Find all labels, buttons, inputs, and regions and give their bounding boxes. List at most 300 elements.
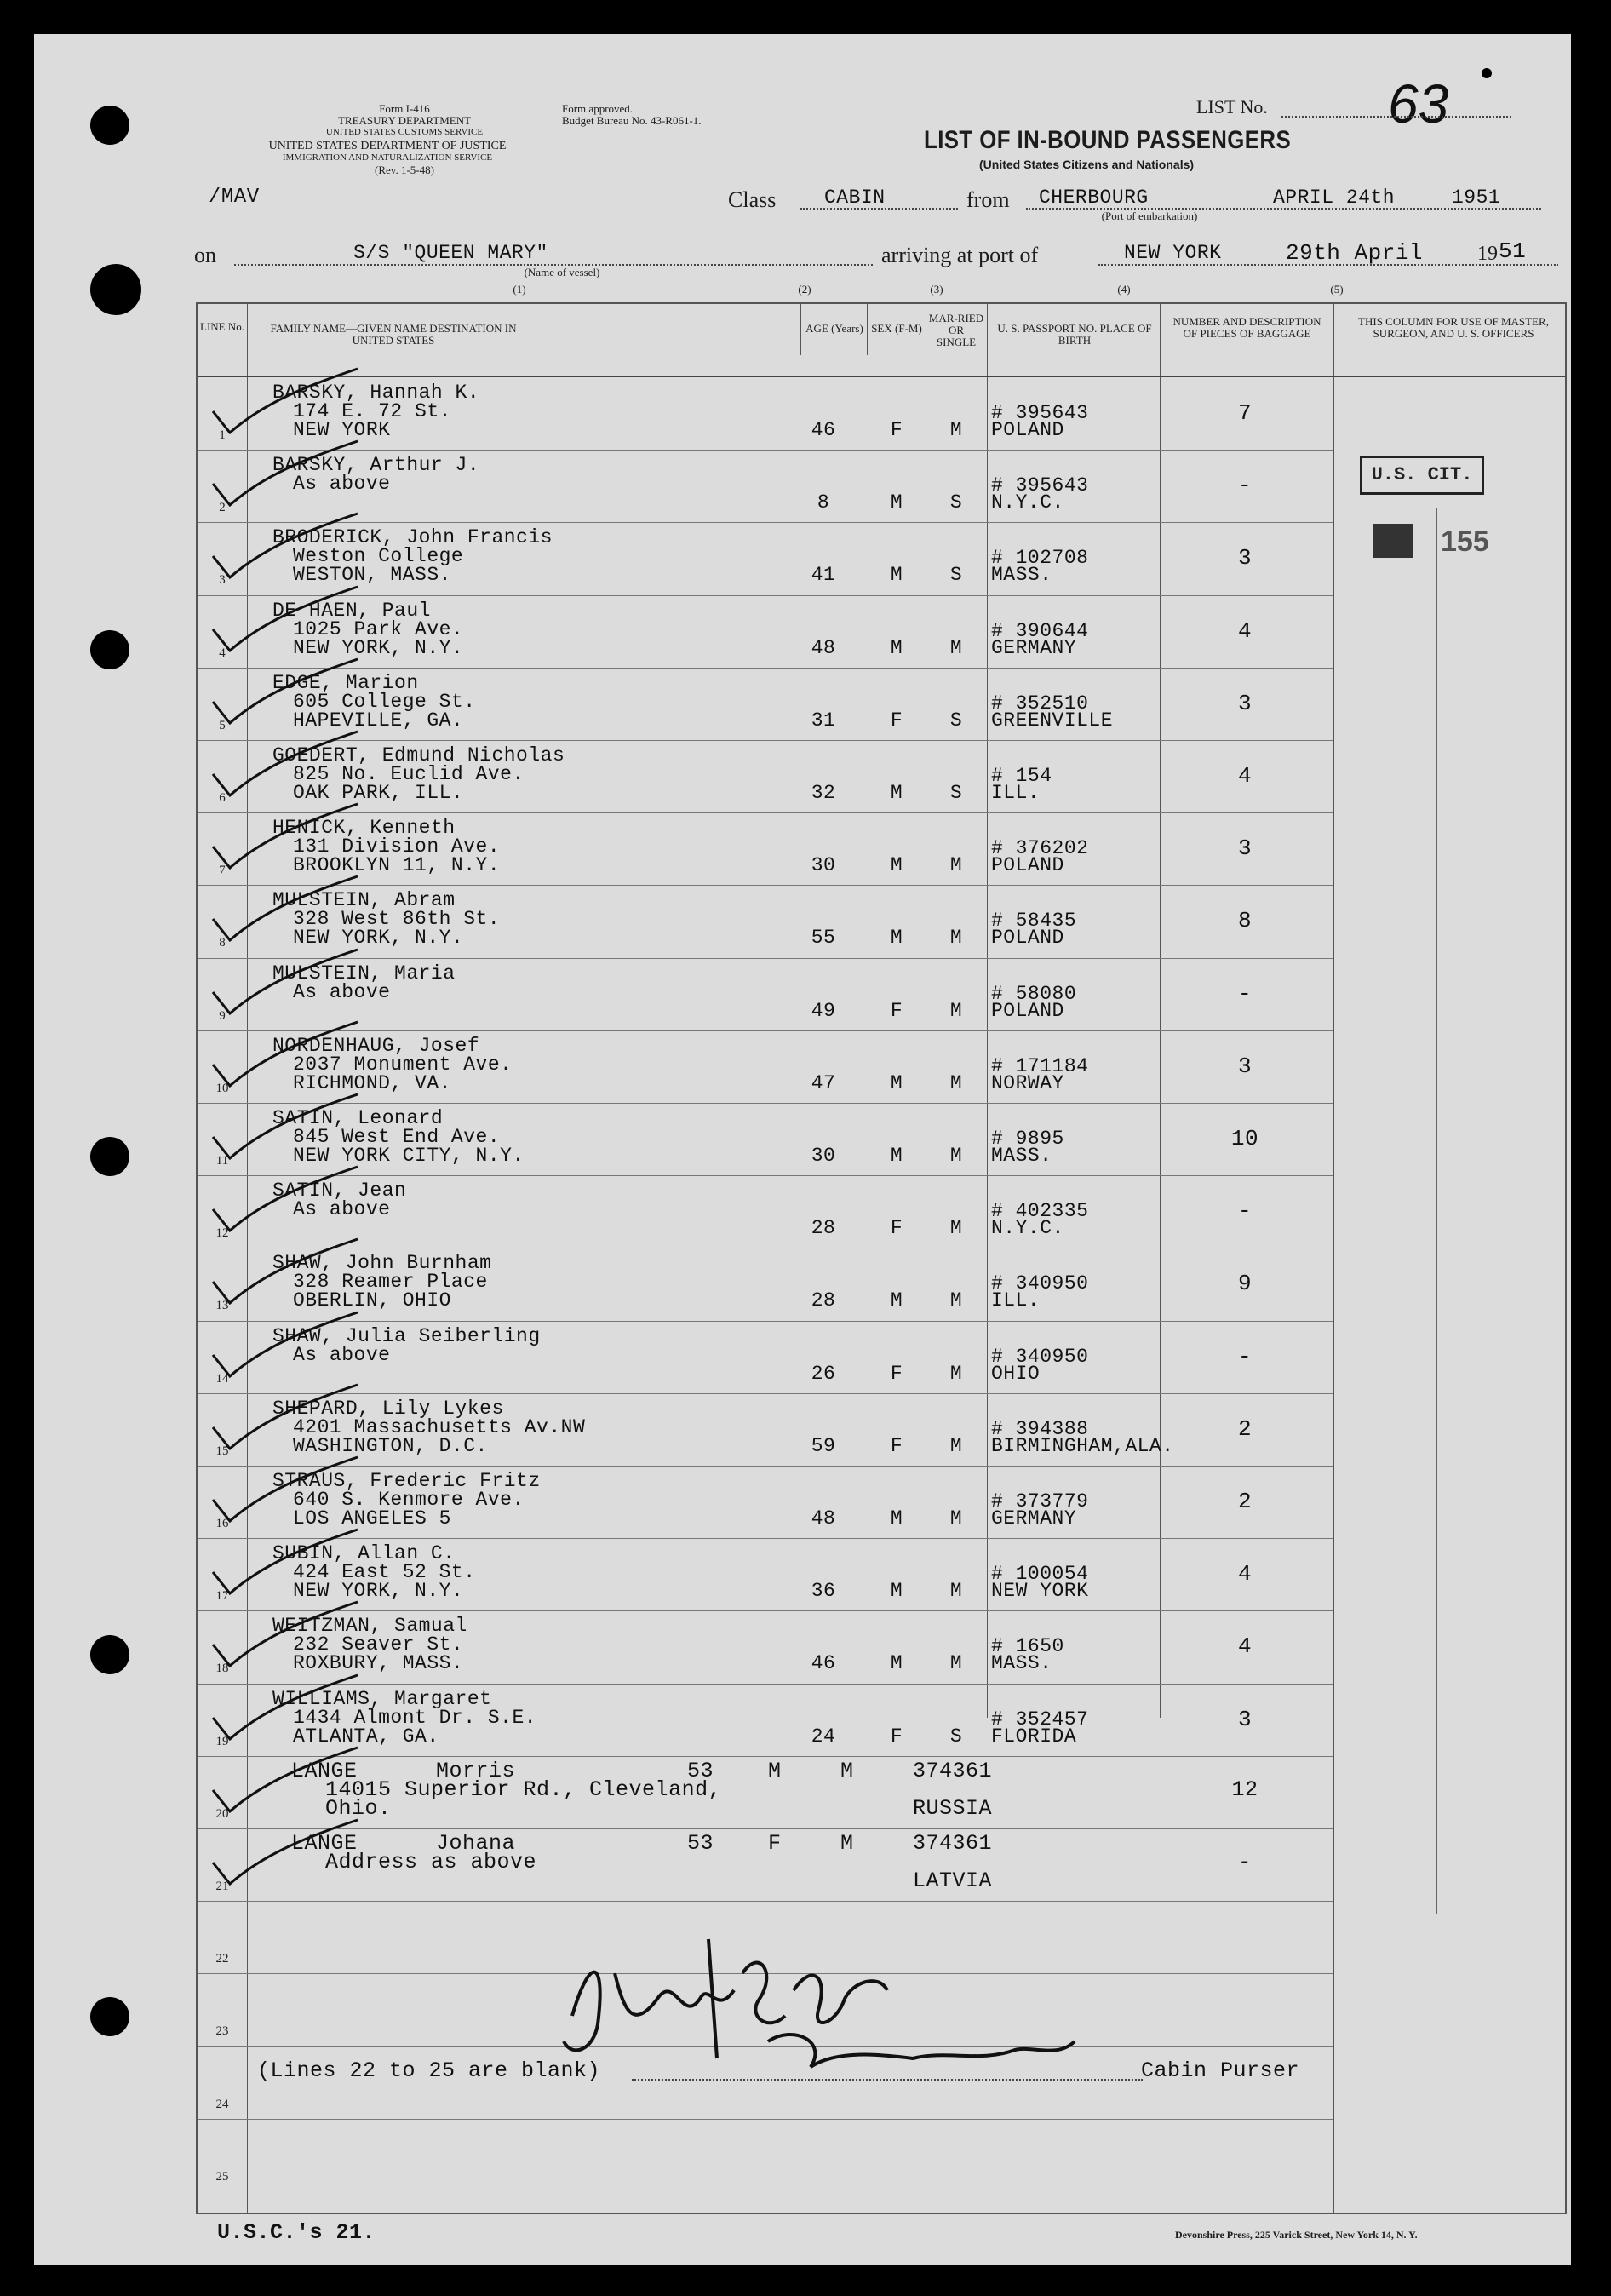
- vessel-caption: (Name of vessel): [524, 266, 600, 278]
- marital-cell: M: [949, 1434, 963, 1457]
- birthplace: BIRMINGHAM,ALA.: [991, 1434, 1174, 1457]
- citizen-count-stamp: U.S.C.'s 21.: [217, 2220, 376, 2245]
- dept-justice: UNITED STATES DEPARTMENT OF JUSTICE: [268, 140, 507, 152]
- col-divider: [1160, 304, 1161, 1718]
- age-cell: 30: [811, 854, 836, 877]
- sex-cell: M: [890, 1289, 903, 1312]
- age-cell: 46: [811, 1652, 836, 1675]
- header-married-single: MAR-RIED OR SINGLE: [928, 312, 984, 348]
- passenger-name: SATIN, Jean: [272, 1180, 407, 1203]
- passenger-name: BARSKY, Arthur J.: [272, 454, 480, 477]
- departure-year: 1951: [1452, 187, 1501, 209]
- col-num-4: (4): [1117, 283, 1131, 296]
- birthplace: RUSSIA: [913, 1795, 993, 1821]
- binder-hole: [90, 106, 129, 145]
- col-num-5: (5): [1330, 283, 1344, 296]
- sex-cell: F: [890, 1362, 903, 1385]
- row-rule: [198, 740, 1333, 741]
- age-cell: 31: [811, 709, 836, 732]
- date-line: [1260, 208, 1541, 210]
- binder-hole: [90, 1997, 129, 2036]
- passenger-address: As above: [293, 980, 391, 1003]
- age-cell: 30: [811, 1145, 836, 1167]
- printer-credit: Devonshire Press, 225 Varick Street, New York 14, N. Y.: [1175, 2229, 1418, 2241]
- row-rule: [198, 595, 1333, 596]
- row-rule: [198, 958, 1333, 959]
- sex-cell: M: [890, 854, 903, 877]
- marital-cell: S: [949, 709, 963, 732]
- row-rule: [198, 1466, 1333, 1467]
- passenger-name: STRAUS, Frederic Fritz: [272, 1470, 541, 1492]
- line-number: 15: [215, 1444, 229, 1458]
- header-passport-birthplace: U. S. PASSPORT NO. PLACE OF BIRTH: [997, 322, 1152, 347]
- passenger-address: 825 No. Euclid Ave.: [293, 763, 525, 785]
- header-age: AGE (Years): [806, 322, 863, 335]
- passenger-name: BARSKY, Hannah K.: [272, 382, 480, 404]
- row-rule: [198, 1538, 1333, 1539]
- passport-number: # 376202: [991, 837, 1089, 860]
- binder-hole: [90, 1137, 129, 1176]
- birthplace: ILL.: [991, 782, 1041, 804]
- sex-cell: F: [890, 1434, 903, 1457]
- baggage-count: 4: [1237, 763, 1253, 789]
- row-rule: [198, 1901, 1333, 1902]
- marital-cell: M: [949, 419, 963, 441]
- line-number: 17: [215, 1589, 229, 1604]
- sex-cell: M: [890, 1580, 903, 1603]
- sex-cell: M: [890, 1652, 903, 1675]
- birthplace: N.Y.C.: [991, 491, 1064, 514]
- passenger-address: 640 S. Kenmore Ave.: [293, 1489, 525, 1511]
- baggage-count: 3: [1237, 690, 1253, 716]
- class-value: CABIN: [824, 187, 886, 209]
- baggage-count: 10: [1230, 1126, 1259, 1151]
- passenger-surname: LANGE: [291, 1831, 358, 1856]
- passenger-address-cont: Ohio.: [325, 1795, 392, 1821]
- passenger-address: 845 West End Ave.: [293, 1126, 501, 1148]
- passport-number: # 340950: [991, 1345, 1089, 1368]
- row-rule: [198, 450, 1333, 451]
- row-rule: [198, 1610, 1333, 1611]
- passenger-destination: WESTON, MASS.: [293, 564, 451, 587]
- col-divider: [1333, 304, 1334, 2213]
- sex-cell: F: [890, 709, 903, 732]
- age-cell: 48: [811, 636, 836, 659]
- passenger-given-name: Johana: [436, 1831, 516, 1856]
- age-cell: 28: [811, 1289, 836, 1312]
- line-number: 22: [215, 1952, 229, 1966]
- passenger-destination: WASHINGTON, D.C.: [293, 1434, 488, 1457]
- passenger-address: 1025 Park Ave.: [293, 617, 464, 640]
- birthplace: NEW YORK: [991, 1580, 1089, 1603]
- age-cell: 47: [811, 1071, 836, 1094]
- form-number: Form I-416: [379, 102, 430, 115]
- passenger-address: 605 College St.: [293, 690, 476, 713]
- passenger-destination: NEW YORK CITY, N.Y.: [293, 1145, 525, 1167]
- line-number: 8: [219, 936, 226, 950]
- sex-cell: F: [890, 999, 903, 1022]
- marital-cell: M: [949, 1145, 963, 1167]
- baggage-count: -: [1237, 1198, 1253, 1225]
- sex-cell: M: [890, 636, 903, 659]
- passenger-address: Weston College: [293, 545, 464, 568]
- line-number: 23: [215, 2024, 229, 2039]
- passport-number: # 154: [991, 765, 1052, 787]
- arrival-year-prefix: 19: [1477, 243, 1498, 265]
- passenger-address: 1434 Almont Dr. S.E.: [293, 1706, 537, 1729]
- arrival-date: 29th April: [1286, 240, 1424, 266]
- row-rule: [198, 1175, 1333, 1176]
- baggage-count: 8: [1237, 908, 1253, 934]
- row-rule: [198, 1393, 1333, 1394]
- from-label: from: [966, 187, 1010, 212]
- handwritten-signatures: [555, 1922, 1100, 2092]
- clerk-initials: /MAV: [209, 186, 260, 209]
- line-number: 16: [215, 1517, 229, 1530]
- passenger-address: 174 E. 72 St.: [293, 400, 451, 422]
- page-code-stamp: 155: [1441, 525, 1489, 558]
- age-cell: 8: [817, 491, 830, 514]
- passport-number: # 58435: [991, 910, 1077, 933]
- passport-number: 374361: [913, 1831, 993, 1856]
- row-rule: [198, 1103, 1333, 1104]
- us-citizen-stamp: U.S. CIT.: [1360, 456, 1484, 495]
- binder-hole: [90, 630, 129, 669]
- line-number: 4: [219, 646, 226, 660]
- passenger-surname: LANGE: [291, 1758, 358, 1783]
- line-number: 5: [219, 718, 226, 732]
- row-rule: [198, 2119, 1333, 2120]
- marital-cell: M: [840, 1758, 854, 1783]
- passenger-name: WILLIAMS, Margaret: [272, 1687, 492, 1710]
- header-sex: SEX (F-M): [871, 322, 922, 335]
- baggage-count: -: [1237, 980, 1253, 1007]
- sex-cell: F: [890, 1725, 903, 1748]
- admission-stamp-mark: [1373, 524, 1413, 558]
- line-number: 1: [219, 428, 226, 442]
- approval-note: Form approved.: [562, 102, 634, 115]
- birthplace: MASS.: [991, 1145, 1052, 1167]
- line-number: 9: [219, 1008, 226, 1023]
- passenger-destination: NEW YORK, N.Y.: [293, 1580, 464, 1603]
- arrival-port: NEW YORK: [1124, 242, 1222, 264]
- passenger-name: SATIN, Leonard: [272, 1107, 444, 1129]
- marital-cell: M: [949, 1071, 963, 1094]
- col-divider: [800, 304, 801, 355]
- passport-number: # 9895: [991, 1128, 1064, 1150]
- passenger-given-name: Morris: [436, 1758, 516, 1783]
- age-cell: 41: [811, 564, 836, 587]
- passenger-address: As above: [293, 473, 391, 496]
- passenger-name: SHEPARD, Lily Lykes: [272, 1397, 504, 1420]
- vessel-name: S/S "QUEEN MARY": [353, 242, 548, 264]
- baggage-count: 2: [1237, 1415, 1253, 1442]
- baggage-count: -: [1237, 1343, 1253, 1369]
- marital-cell: M: [949, 927, 963, 950]
- arrival-year: 51: [1499, 238, 1527, 264]
- baggage-count: 12: [1231, 1777, 1258, 1802]
- marital-cell: M: [949, 1652, 963, 1675]
- line-number: 14: [215, 1371, 229, 1386]
- class-line: [800, 208, 958, 210]
- passenger-name: BRODERICK, John Francis: [272, 526, 553, 549]
- passport-number: # 171184: [991, 1054, 1089, 1077]
- sex-cell: M: [768, 1758, 782, 1783]
- line-number: 21: [215, 1880, 229, 1893]
- birthplace: MASS.: [991, 1652, 1052, 1675]
- baggage-count: -: [1237, 473, 1253, 499]
- passenger-name: HENICK, Kenneth: [272, 817, 456, 840]
- row-rule: [198, 522, 1333, 523]
- age-cell: 46: [811, 419, 836, 441]
- header-name-destination: FAMILY NAME—GIVEN NAME DESTINATION IN UNITED STATES: [270, 322, 517, 347]
- baggage-count: 3: [1237, 1053, 1253, 1079]
- passport-number: # 102708: [991, 547, 1089, 570]
- passport-number: # 373779: [991, 1490, 1089, 1512]
- baggage-count: 3: [1237, 835, 1253, 862]
- passport-number: # 58080: [991, 982, 1077, 1005]
- passenger-name: SHAW, Julia Seiberling: [272, 1324, 541, 1347]
- birthplace: POLAND: [991, 999, 1064, 1022]
- binder-hole: [90, 264, 141, 315]
- passenger-name: SHAW, John Burnham: [272, 1252, 492, 1275]
- age-cell: 48: [811, 1507, 836, 1530]
- line-number: 25: [215, 2169, 229, 2184]
- passenger-destination: HAPEVILLE, GA.: [293, 709, 464, 732]
- document-subtitle: (United States Citizens and Nationals): [979, 158, 1195, 171]
- line-number: 18: [215, 1662, 229, 1676]
- arrival-line: [1098, 264, 1558, 266]
- col-num-3: (3): [930, 283, 943, 296]
- passenger-address: 328 Reamer Place: [293, 1271, 488, 1294]
- baggage-count: 4: [1237, 1633, 1253, 1660]
- binder-hole: [1482, 68, 1492, 78]
- purser-title: Cabin Purser: [1141, 2058, 1300, 2083]
- baggage-count: 7: [1237, 400, 1253, 426]
- age-cell: 24: [811, 1725, 836, 1748]
- marital-cell: S: [949, 1725, 963, 1748]
- officer-ruler-line: [1436, 508, 1437, 1914]
- age-cell: 59: [811, 1434, 836, 1457]
- birthplace: GERMANY: [991, 636, 1077, 659]
- birthplace: NORWAY: [991, 1071, 1064, 1094]
- baggage-count: 2: [1237, 1489, 1253, 1514]
- header-rule: [198, 376, 1565, 377]
- dept-treasury: TREASURY DEPARTMENT: [337, 114, 472, 127]
- passenger-address: 232 Seaver St.: [293, 1633, 464, 1656]
- line-number: 12: [215, 1226, 229, 1241]
- col-num-1: (1): [513, 283, 526, 296]
- age-cell: 53: [687, 1758, 714, 1783]
- passenger-address: 328 West 86th St.: [293, 908, 501, 931]
- row-rule: [198, 1684, 1333, 1685]
- passenger-manifest-sheet: [34, 34, 1571, 2265]
- passenger-address: 424 East 52 St.: [293, 1561, 476, 1584]
- age-cell: 32: [811, 782, 836, 804]
- sex-cell: M: [890, 782, 903, 804]
- birthplace: GREENVILLE: [991, 709, 1114, 732]
- birthplace: POLAND: [991, 927, 1064, 950]
- birthplace: LATVIA: [913, 1868, 993, 1893]
- age-cell: 53: [687, 1831, 714, 1856]
- birthplace: POLAND: [991, 419, 1064, 441]
- class-label: Class: [728, 187, 777, 212]
- age-cell: 55: [811, 927, 836, 950]
- marital-cell: M: [949, 1507, 963, 1530]
- line-number: 19: [215, 1734, 229, 1748]
- list-number-line: [1281, 116, 1511, 118]
- marital-cell: M: [949, 1289, 963, 1312]
- passenger-destination: NEW YORK, N.Y.: [293, 927, 464, 950]
- sex-cell: M: [890, 1145, 903, 1167]
- baggage-count: 3: [1237, 1706, 1253, 1732]
- header-officers-column: THIS COLUMN FOR USE OF MASTER, SURGEON, AND U. S. OFFICERS: [1358, 315, 1549, 340]
- passenger-address: 14015 Superior Rd., Cleveland,: [325, 1777, 722, 1802]
- birthplace: OHIO: [991, 1362, 1041, 1385]
- row-rule: [198, 885, 1333, 886]
- sex-cell: M: [890, 491, 903, 514]
- baggage-count: 9: [1237, 1271, 1253, 1297]
- sex-cell: F: [890, 419, 903, 441]
- age-cell: 36: [811, 1580, 836, 1603]
- passport-number: # 352510: [991, 692, 1089, 715]
- passenger-name: DE HAEN, Paul: [272, 599, 431, 622]
- sex-cell: F: [890, 1217, 903, 1240]
- passenger-address: As above: [293, 1343, 391, 1366]
- passenger-name: EDGE, Marion: [272, 671, 419, 694]
- line-number: 6: [219, 791, 226, 805]
- passenger-destination: RICHMOND, VA.: [293, 1071, 451, 1094]
- line-number: 24: [215, 2097, 229, 2111]
- baggage-count: -: [1238, 1850, 1252, 1874]
- row-rule: [198, 1828, 1333, 1829]
- list-number: 63: [1388, 73, 1449, 135]
- age-cell: 49: [811, 999, 836, 1022]
- row-rule: [198, 1756, 1333, 1757]
- passport-number: # 394388: [991, 1417, 1089, 1440]
- embarkation-caption: (Port of embarkation): [1101, 210, 1198, 222]
- birthplace: N.Y.C.: [991, 1217, 1064, 1240]
- on-label: on: [194, 243, 216, 267]
- baggage-count: 4: [1237, 617, 1253, 644]
- row-rule: [198, 1030, 1333, 1031]
- passenger-destination: NEW YORK: [293, 419, 391, 441]
- arriving-label: arriving at port of: [881, 243, 1039, 267]
- passport-number: 374361: [913, 1758, 993, 1783]
- marital-cell: M: [949, 636, 963, 659]
- row-rule: [198, 812, 1333, 813]
- passenger-table: [196, 302, 1567, 2214]
- birthplace: ILL.: [991, 1289, 1041, 1312]
- age-cell: 26: [811, 1362, 836, 1385]
- blank-lines-note: (Lines 22 to 25 are blank): [257, 2058, 601, 2083]
- passport-number: # 1650: [991, 1635, 1064, 1658]
- birthplace: FLORIDA: [991, 1725, 1077, 1748]
- col-divider: [867, 304, 868, 355]
- col-divider: [987, 304, 988, 1718]
- line-number: 10: [215, 1081, 229, 1095]
- marital-cell: M: [949, 854, 963, 877]
- header-baggage: NUMBER AND DESCRIPTION OF PIECES OF BAGGAGE: [1172, 315, 1321, 340]
- passport-number: # 395643: [991, 402, 1089, 424]
- port-of-embarkation: CHERBOURG: [1039, 187, 1149, 209]
- passenger-destination: LOS ANGELES 5: [293, 1507, 451, 1530]
- line-number: 2: [219, 501, 226, 515]
- list-number-label: LIST No.: [1196, 96, 1268, 118]
- baggage-count: 4: [1237, 1561, 1253, 1587]
- age-cell: 28: [811, 1217, 836, 1240]
- col-num-2: (2): [798, 283, 811, 296]
- marital-cell: M: [949, 999, 963, 1022]
- birthplace: MASS.: [991, 564, 1052, 587]
- dept-customs: UNITED STATES CUSTOMS SERVICE: [325, 127, 484, 137]
- line-number: 7: [219, 864, 226, 878]
- passenger-destination: OAK PARK, ILL.: [293, 782, 464, 804]
- marital-cell: S: [949, 491, 963, 514]
- passenger-destination: NEW YORK, N.Y.: [293, 636, 464, 659]
- marital-cell: S: [949, 782, 963, 804]
- passenger-address: 4201 Massachusetts Av.NW: [293, 1415, 586, 1438]
- passenger-address: Address as above: [325, 1850, 537, 1874]
- passenger-name: NORDENHAUG, Josef: [272, 1034, 480, 1057]
- binder-hole: [90, 1635, 129, 1674]
- passenger-name: MULSTEIN, Maria: [272, 961, 456, 984]
- sex-cell: M: [890, 1071, 903, 1094]
- row-rule: [198, 1321, 1333, 1322]
- departure-date: APRIL 24th: [1273, 187, 1396, 209]
- header-line-no: LINE No.: [200, 320, 244, 333]
- sex-cell: M: [890, 564, 903, 587]
- passenger-destination: OBERLIN, OHIO: [293, 1289, 451, 1312]
- passport-number: # 100054: [991, 1563, 1089, 1586]
- line-number: 13: [215, 1299, 229, 1313]
- birthplace: POLAND: [991, 854, 1064, 877]
- passenger-destination: BROOKLYN 11, N.Y.: [293, 854, 501, 877]
- line-number: 20: [215, 1806, 229, 1821]
- marital-cell: M: [840, 1831, 854, 1856]
- sex-cell: M: [890, 1507, 903, 1530]
- passport-number: # 395643: [991, 474, 1089, 497]
- line-number: 11: [215, 1154, 229, 1168]
- passport-number: # 390644: [991, 619, 1089, 642]
- passenger-address: 131 Division Ave.: [293, 835, 501, 858]
- passenger-name: SUBIN, Allan C.: [272, 1542, 456, 1565]
- document-title: LIST OF IN-BOUND PASSENGERS: [924, 126, 1292, 154]
- sex-cell: M: [890, 927, 903, 950]
- sex-cell: F: [768, 1831, 782, 1856]
- marital-cell: S: [949, 564, 963, 587]
- baggage-count: 3: [1237, 545, 1253, 571]
- passenger-destination: ATLANTA, GA.: [293, 1725, 439, 1748]
- row-rule: [198, 668, 1333, 669]
- passenger-destination: ROXBURY, MASS.: [293, 1652, 464, 1675]
- birthplace: GERMANY: [991, 1507, 1077, 1530]
- budget-bureau-note: Budget Bureau No. 43-R061-1.: [562, 114, 702, 127]
- line-number: 3: [219, 573, 226, 588]
- passenger-name: GOEDERT, Edmund Nicholas: [272, 744, 565, 766]
- marital-cell: M: [949, 1362, 963, 1385]
- passport-number: # 340950: [991, 1272, 1089, 1295]
- passenger-address: 2037 Monument Ave.: [293, 1053, 513, 1076]
- passport-number: # 402335: [991, 1200, 1089, 1223]
- passenger-name: WEITZMAN, Samual: [272, 1615, 467, 1638]
- form-revision: (Rev. 1-5-48): [375, 164, 434, 176]
- dept-immigration: IMMIGRATION AND NATURALIZATION SERVICE: [282, 152, 493, 163]
- marital-cell: M: [949, 1217, 963, 1240]
- marital-cell: M: [949, 1580, 963, 1603]
- passenger-name: MULSTEIN, Abram: [272, 889, 456, 912]
- passenger-address: As above: [293, 1198, 391, 1221]
